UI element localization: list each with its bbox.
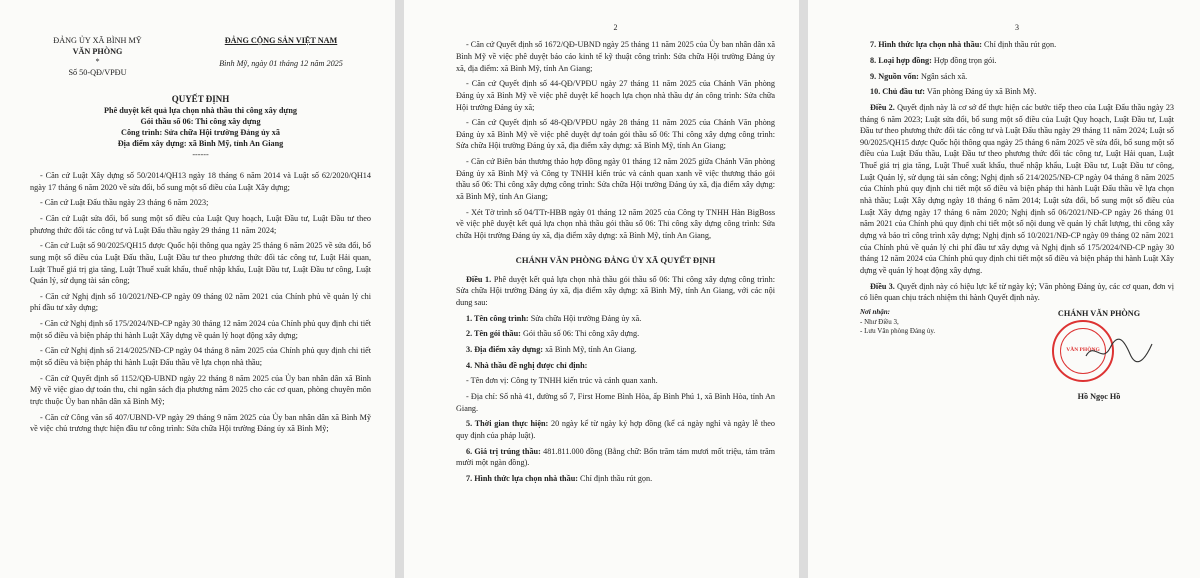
item-value: Chỉ định thầu rút gọn. <box>984 40 1057 50</box>
legal-basis: - Căn cứ Luật số 90/2025/QH15 được Quốc hội thông qua ngày 25 tháng 6 năm 2025 về sửa đổi, bổ sung một số điều của Luật Đấu thầu, Luật Đầu tư theo phương thức đối tác công tư, Luật Hải quan, Luật Thuế giá trị gia tăng, Luật Thuế xuất khẩu, thuế nhập khẩu, Luật Đầu tư, Luật Đầu tư công, Luật Quản lý, sử dụng tài sản công; <box>30 241 371 286</box>
legal-basis: - Căn cứ Nghị định số 10/2021/NĐ-CP ngày 09 tháng 02 năm 2021 của Chính phủ về quản lý chi phí đầu tư xây dựng; <box>30 291 371 313</box>
item-value: 20 ngày kể từ ngày ký hợp đồng (kể cả ngày nghỉ và ngày lễ theo quy định của pháp luật). <box>456 419 776 440</box>
contractor-name: - Tên đơn vị: Công ty TNHH kiến trúc và cảnh quan xanh. <box>466 376 658 386</box>
signer-name: Hồ Ngọc Hồ <box>1077 392 1121 402</box>
legal-basis: - Căn cứ Nghị định số 175/2024/NĐ-CP ngày 30 tháng 12 năm 2024 của Chính phủ quy định chi tiết một số điều và biện pháp thi hành Luật Xây dựng về quản lý hoạt động xây dựng; <box>30 319 371 340</box>
signer-title: CHÁNH VĂN PHÒNG <box>1057 308 1141 318</box>
subject-line-1: Phê duyệt kết quả lựa chọn nhà thầu thi công xây dựng <box>104 105 297 115</box>
legal-basis: - Căn cứ Biên bản thương thảo hợp đồng ngày 01 tháng 12 năm 2025 giữa Chánh Văn phòng Đảng ủy xã Bình Mỹ và Công ty TNHH kiến trúc và cảnh quan xanh về việc thương thảo gói thầu số 06: Thi công xây dựng công trình: Sửa chữa Hội trường Đảng ủy xã, địa điểm xây dựng: xã Bình Mỹ, tỉnh An Giang; <box>456 157 775 202</box>
issue-date: Bình Mỹ, ngày 01 tháng 12 năm 2025 <box>219 58 343 68</box>
signature-row <box>860 308 1174 403</box>
legal-basis: - Căn cứ Quyết định số 1152/QĐ-UBND ngày 22 tháng 8 năm 2025 của Ủy ban nhân dân xã Bình Mỹ về việc giao dự toán thu, chi ngân sách địa phương năm 2025 cho các cơ quan, phòng chuyên môn trực thuộc Ủy ban nhân dân xã Bình Mỹ; <box>30 373 371 406</box>
article-2-text: Quyết định này là cơ sở để thực hiện các bước tiếp theo của Luật Đấu thầu ngày 23 tháng 6 năm 2023; Luật sửa đổi, bổ sung một số điều của Luật Quy hoạch, Luật Đầu tư, Luật Đầu tư theo phương thức đối tác công tư và Luật Đấu thầu ngày 29 tháng 11 năm 2024; Luật số 90/2025/QH15 được Quốc hội thông qua ngày 25 tháng 6 năm 2025 về sửa đổi, bổ sung một số điều của Luật Đấu thầu, Luật Đầu tư theo phương thức đối tác công tư, Luật Hải quan, Luật Thuế giá trị gia tăng, Luật Thuế xuất khẩu, thuế nhập khẩu, Luật Đầu tư, Luật Đầu tư công, Luật Quản lý, sử dụng tài sản công; Nghị định số 214/2025/NĐ-CP ngày 04 tháng 8 năm 2025 của Chính phủ quy định chi tiết một số điều và biện pháp thi hành Luật Đấu thầu về lựa chọn nhà thầu; Luật Xây dựng ngày 18 tháng 6 năm 2014; Luật sửa đổi, bổ sung một số điều của Luật Xây dựng ngày 17 tháng 6 năm 2020; Nghị định số 06/2021/NĐ-CP ngày 26 tháng 01 năm 2021 của Chính phủ quy định chi tiết một số nội dung về quản lý chất lượng, thi công xây dựng và bảo trì công trình xây dựng; Nghị định số 10/2021/NĐ-CP ngày 09 tháng 02 năm 2021 của Chính phủ về quản lý chi phí đầu tư xây dựng và Nghị định số 175/2024/NĐ-CP ngày 30 tháng 12 năm 2024 của Chính phủ quy định chi tiết một số điều và biện pháp thi hành Luật Xây dựng về quản lý hoạt động xây dựng. <box>860 102 1175 275</box>
article-2 <box>860 102 1174 277</box>
recipient-item: - Lưu Văn phòng Đảng ủy. <box>860 327 936 336</box>
article-1-text: Phê duyệt kết quả lựa chọn nhà thầu gói thầu số 06: Thi công xây dựng công trình: Sửa chữa Hội trường Đảng ủy xã, địa điểm xây dựng: xã Bình Mỹ, tỉnh An Giang, với các nội dung sau: <box>456 274 776 308</box>
article-1-label: Điều 1. <box>466 274 492 284</box>
document-page-1 <box>0 0 395 578</box>
item-label: 2. Tên gói thầu: <box>466 329 521 339</box>
signature-block <box>1024 308 1174 403</box>
item-label: 6. Giá trị trúng thầu: <box>466 446 541 456</box>
agency-name: ĐẢNG ỦY XÃ BÌNH MỸ <box>53 36 142 45</box>
item-label: 10. Chủ đầu tư: <box>870 87 925 97</box>
item-label: 7. Hình thức lựa chọn nhà thầu: <box>466 473 578 483</box>
item-row <box>456 360 775 372</box>
recipients-title: Nơi nhận: <box>860 307 891 316</box>
issuing-agency-block <box>30 36 165 79</box>
item-row <box>860 55 1174 67</box>
legal-bases-list <box>30 170 371 435</box>
item-value: xã Bình Mỹ, tỉnh An Giang. <box>545 345 637 355</box>
item-label: 1. Tên công trình: <box>466 313 529 323</box>
item-label: 5. Thời gian thực hiện: <box>466 419 549 429</box>
recipient-item: - Như Điều 3, <box>860 317 899 326</box>
item-row <box>456 418 775 441</box>
item-row <box>456 344 775 356</box>
legal-basis: - Căn cứ Nghị định số 214/2025/NĐ-CP ngày 04 tháng 8 năm 2025 của Chính phủ quy định chi tiết một số điều và biện pháp thi hành Luật Đấu thầu về lựa chọn nhà thầu; <box>30 346 371 368</box>
item-label: 4. Nhà thầu đề nghị được chỉ định: <box>466 360 588 370</box>
item-value: 481.811.000 đồng (Bằng chữ: Bốn trăm tám mươi mốt triệu, tám trăm mười một ngàn đồng). <box>456 446 775 468</box>
document-header <box>30 36 371 79</box>
decision-title-block <box>30 93 371 160</box>
signature-scribble <box>1084 336 1154 366</box>
legal-basis: - Căn cứ Công văn số 407/UBND-VP ngày 29 tháng 9 năm 2025 của Ủy ban nhân dân xã Bình Mỹ về việc chủ trương thực hiện đầu tư công trình: Sửa chữa Hội trường Đảng ủy xã Bình Mỹ; <box>30 412 371 434</box>
legal-basis: - Căn cứ Luật sửa đổi, bổ sung một số điều của Luật Quy hoạch, Luật Đầu tư, Luật Đầu tư theo phương thức đối tác công tư và Luật Đấu thầu ngày 29 tháng 11 năm 2024; <box>30 214 371 235</box>
party-name: ĐẢNG CỘNG SẢN VIỆT NAM <box>224 36 338 45</box>
document-page-3 <box>808 0 1200 578</box>
legal-basis: - Căn cứ Luật Xây dựng số 50/2014/QH13 ngày 18 tháng 6 năm 2014 và Luật số 62/2020/QH14 ngày 17 tháng 6 năm 2020 về sửa đổi, bổ sung một số điều của Luật Xây dựng; <box>30 171 371 192</box>
item-value: Văn phòng Đảng ủy xã Bình Mỹ. <box>926 87 1037 97</box>
asterisk: * <box>95 57 100 67</box>
contractor-address: - Địa chỉ: Số nhà 41, đường số 7, First Home Bình Hòa, ấp Bình Phú 1, xã Bình Hòa, tỉnh An Giang. <box>456 391 775 413</box>
legal-basis: - Xét Tờ trình số 04/TTr-HBB ngày 01 tháng 12 năm 2025 của Công ty TNHH Hàn BigBoss về việc phê duyệt kết quả lựa chọn nhà thầu gói thầu số 06: Thi công xây dựng công trình: Sửa chữa Hội trường Đảng ủy xã, địa điểm xây dựng: xã Bình Mỹ, tỉnh An Giang, <box>456 207 775 240</box>
article-3 <box>860 281 1174 304</box>
document-number: Số 50-QĐ/VPĐU <box>68 67 127 77</box>
item-label: 8. Loại hợp đồng: <box>870 56 932 65</box>
item-row <box>456 313 775 325</box>
item-value: Sửa chữa Hội trường Đảng ủy xã. <box>530 313 642 323</box>
article-2-label: Điều 2. <box>870 102 895 112</box>
item-label: 3. Địa điểm xây dựng: <box>466 345 544 355</box>
item-label: 7. Hình thức lựa chọn nhà thầu: <box>870 40 982 50</box>
document-page-2 <box>404 0 799 578</box>
subject-line-3: Công trình: Sửa chữa Hội trường Đảng ủy xã <box>121 127 280 137</box>
item-row <box>456 473 775 485</box>
recipients-block <box>860 308 1010 403</box>
doc-type: QUYẾT ĐỊNH <box>171 93 230 104</box>
item-value: Gói thầu số 06: Thi công xây dựng. <box>522 329 640 339</box>
item-label: 9. Nguồn vốn: <box>870 71 919 81</box>
national-header-block <box>191 36 371 79</box>
article-3-text: Quyết định này có hiệu lực kể từ ngày ký; Văn phòng Đảng ủy, các cơ quan, đơn vị có liên quan chịu trách nhiệm thi hành Quyết định này. <box>860 281 1174 303</box>
item-row <box>456 328 775 340</box>
item-row <box>456 446 775 469</box>
subject-line-2: Gói thầu số 06: Thi công xây dựng <box>140 116 261 126</box>
legal-basis: - Căn cứ Quyết định số 1672/QĐ-UBND ngày 25 tháng 11 năm 2025 của Ủy ban nhân dân xã Bình Mỹ về việc phê duyệt báo cáo kinh tế kỹ thuật công trình: Sửa chữa Hội trường Đảng ủy xã, địa điểm: xã Bình Mỹ, tỉnh An Giang; <box>456 40 775 73</box>
seal-text: VĂN PHÒNG <box>1060 328 1106 374</box>
item-value: Hợp đồng trọn gói. <box>933 56 997 65</box>
article-1 <box>456 274 775 309</box>
separator: ------ <box>192 150 209 160</box>
legal-basis: - Căn cứ Luật Đấu thầu ngày 23 tháng 6 năm 2023; <box>40 198 209 208</box>
office-name: VĂN PHÒNG <box>72 46 123 56</box>
legal-basis: - Căn cứ Quyết định số 48-QĐ/VPĐU ngày 28 tháng 11 năm 2025 của Chánh Văn phòng Đảng ủy xã Bình Mỹ về việc phê duyệt dự toán gói thầu số 06: Thi công xây dựng công trình: Sửa chữa Hội trường Đảng ủy xã, địa điểm xây dựng: xã Bình Mỹ, tỉnh An Giang; <box>456 118 775 151</box>
item-row <box>860 86 1174 98</box>
decision-section-title: CHÁNH VĂN PHÒNG ĐẢNG ỦY XÃ QUYẾT ĐỊNH <box>515 254 716 265</box>
item-row <box>860 39 1174 51</box>
legal-basis: - Căn cứ Quyết định số 44-QĐ/VPĐU ngày 27 tháng 11 năm 2025 của Chánh Văn phòng Đảng ủy xã Bình Mỹ về việc phê duyệt kế hoạch lựa chọn nhà thầu dự án công trình: Sửa chữa Hội trường Đảng ủy xã; <box>456 79 775 112</box>
subject-line-4: Địa điểm xây dựng: xã Bình Mỹ, tỉnh An Giang <box>117 138 284 148</box>
item-row <box>860 71 1174 83</box>
item-value: Chỉ định thầu rút gọn. <box>580 473 653 483</box>
item-value: Ngân sách xã. <box>920 71 968 81</box>
page-number: 2 <box>613 23 618 32</box>
page-number: 3 <box>1015 23 1019 32</box>
article-3-label: Điều 3. <box>870 281 895 291</box>
